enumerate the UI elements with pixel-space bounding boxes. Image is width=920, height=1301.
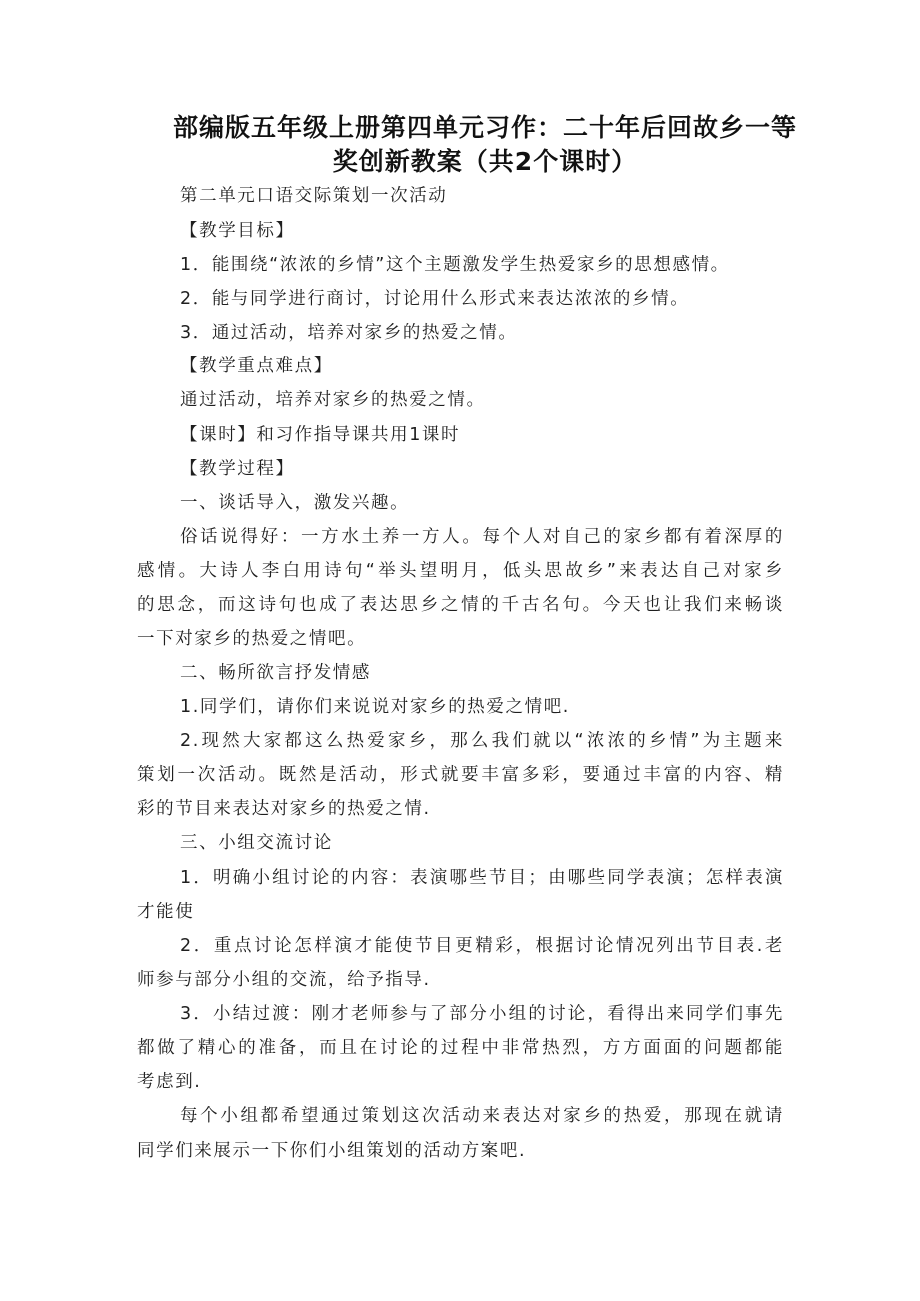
goal-item-1: 1．能围绕“浓浓的乡情”这个主题激发学生热爱家乡的思想感情。 bbox=[180, 255, 730, 275]
step-2-heading: 二、畅所欲言抒发情感 bbox=[180, 663, 371, 683]
paragraph-line: 感情。大诗人李白用诗句“举头望明月，低头思故乡”来表达自己对家乡 bbox=[137, 561, 784, 581]
paragraph-line: 1．明确小组讨论的内容：表演哪些节目；由哪些同学表演；怎样表演 bbox=[180, 868, 784, 888]
paragraph-line: 师参与部分小组的交流，给予指导. bbox=[137, 970, 431, 990]
paragraph-line: 每个小组都希望通过策划这次活动来表达对家乡的热爱，那现在就请 bbox=[180, 1106, 784, 1126]
paragraph-line: 俗话说得好：一方水土养一方人。每个人对自己的家乡都有着深厚的 bbox=[180, 527, 784, 547]
paragraph-line: 一下对家乡的热爱之情吧。 bbox=[137, 629, 367, 649]
paragraph-line: 策划一次活动。既然是活动，形式就要丰富多彩，要通过丰富的内容、精 bbox=[137, 765, 784, 785]
step-2-item-1: 1.同学们，请你们来说说对家乡的热爱之情吧. bbox=[180, 697, 570, 717]
heading-key-points: 【教学重点难点】 bbox=[180, 356, 333, 376]
goal-item-3: 3．通过活动，培养对家乡的热爱之情。 bbox=[180, 323, 518, 343]
paragraph-line: 2.现然大家都这么热爱家乡，那么我们就以“浓浓的乡情”为主题来 bbox=[180, 731, 784, 751]
paragraph-line: 的思念，而这诗句也成了表达思乡之情的千古名句。今天也让我们来畅谈 bbox=[137, 595, 784, 615]
heading-teaching-process: 【教学过程】 bbox=[180, 459, 295, 479]
document-title-line-2: 奖创新教案（共2个课时） bbox=[332, 147, 638, 176]
lesson-hours-text: 【课时】和习作指导课共用1课时 bbox=[180, 425, 461, 445]
paragraph-line: 2．重点讨论怎样演才能使节目更精彩，根据讨论情况列出节目表.老 bbox=[180, 936, 784, 956]
step-1-heading: 一、谈话导入，激发兴趣。 bbox=[180, 493, 410, 513]
step-3-heading: 三、小组交流讨论 bbox=[180, 833, 333, 853]
section-heading: 第二单元口语交际策划一次活动 bbox=[180, 186, 448, 206]
paragraph-line: 都做了精心的准备，而且在讨论的过程中非常热烈，方方面面的问题都能 bbox=[137, 1038, 784, 1058]
paragraph-line: 考虑到. bbox=[137, 1072, 202, 1092]
goal-item-2: 2．能与同学进行商讨，讨论用什么形式来表达浓浓的乡情。 bbox=[180, 289, 690, 309]
paragraph-line: 才能使 bbox=[137, 902, 195, 922]
paragraph-line: 同学们来展示一下你们小组策划的活动方案吧. bbox=[137, 1141, 527, 1161]
document-title-line-1: 部编版五年级上册第四单元习作：二十年后回故乡一等 bbox=[172, 113, 797, 142]
paragraph-line: 3．小结过渡：刚才老师参与了部分小组的讨论，看得出来同学们事先 bbox=[180, 1004, 784, 1024]
heading-teaching-goals: 【教学目标】 bbox=[180, 221, 295, 241]
paragraph-line: 彩的节目来表达对家乡的热爱之情. bbox=[137, 799, 431, 819]
key-points-text: 通过活动，培养对家乡的热爱之情。 bbox=[180, 390, 486, 410]
